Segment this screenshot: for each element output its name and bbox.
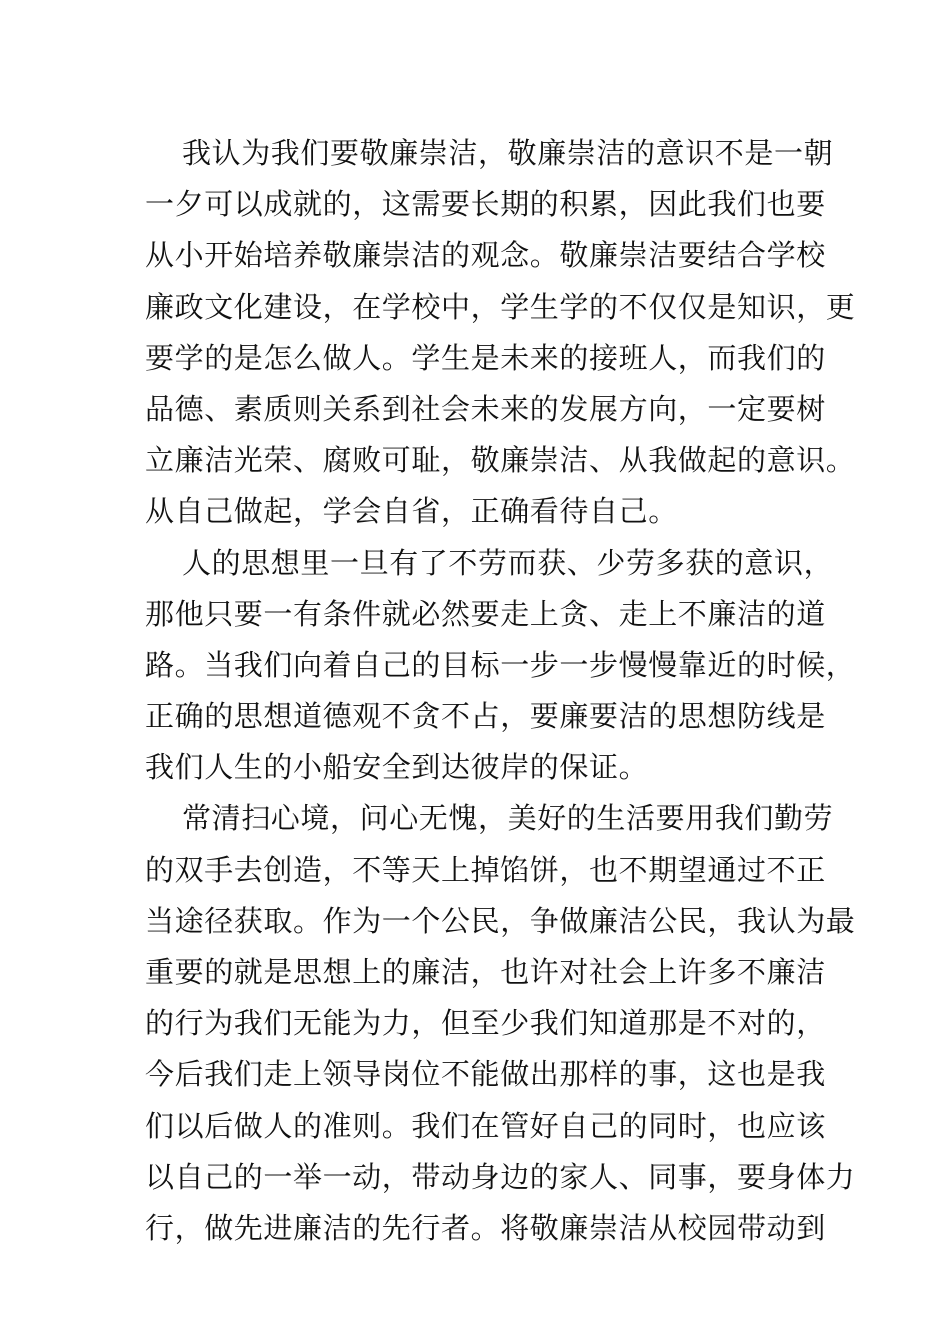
- paragraph-2: [145, 538, 856, 794]
- paragraph-line: 路。当我们向着自己的目标一步一步慢慢靠近的时候，: [145, 647, 856, 682]
- paragraph-line: 立廉洁光荣、腐败可耻，敬廉崇洁、从我做起的意识。: [145, 443, 856, 478]
- paragraph-line: 从自己做起，学会自省，正确看待自己。: [145, 494, 678, 529]
- paragraph-line: 当途径获取。作为一个公民，争做廉洁公民，我认为最: [145, 903, 856, 938]
- paragraph-line: 以自己的一举一动，带动身边的家人、同事，要身体力: [145, 1159, 856, 1194]
- paragraph-line: 们以后做人的准则。我们在管好自己的同时，也应该: [145, 1108, 826, 1143]
- paragraph-3: [145, 793, 856, 1254]
- paragraph-line: 一夕可以成就的，这需要长期的积累，因此我们也要: [145, 187, 826, 222]
- paragraph-line: 品德、素质则关系到社会未来的发展方向，一定要树: [145, 391, 826, 426]
- paragraph-line: 的行为我们无能为力，但至少我们知道那是不对的，: [145, 1006, 826, 1041]
- paragraph-line: 行，做先进廉洁的先行者。将敬廉崇洁从校园带动到: [145, 1210, 826, 1245]
- paragraph-line: 那他只要一有条件就必然要走上贪、走上不廉洁的道: [145, 596, 826, 631]
- paragraph-line: 从小开始培养敬廉崇洁的观念。敬廉崇洁要结合学校: [145, 238, 826, 273]
- paragraph-line: 我们人生的小船安全到达彼岸的保证。: [145, 750, 649, 785]
- paragraph-line: 廉政文化建设，在学校中，学生学的不仅仅是知识，更: [145, 289, 856, 324]
- paragraph-line: 的双手去创造，不等天上掉馅饼，也不期望通过不正: [145, 852, 826, 887]
- paragraph-line: 人的思想里一旦有了不劳而获、少劳多获的意识，: [182, 545, 834, 580]
- paragraph-line: 今后我们走上领导岗位不能做出那样的事，这也是我: [145, 1057, 826, 1092]
- paragraph-line: 我认为我们要敬廉崇洁，敬廉崇洁的意识不是一朝: [182, 136, 834, 170]
- paragraph-1: [145, 128, 856, 538]
- document-body: [145, 128, 856, 1254]
- paragraph-line: 要学的是怎么做人。学生是未来的接班人，而我们的: [145, 340, 826, 375]
- paragraph-line: 正确的思想道德观不贪不占，要廉要洁的思想防线是: [145, 699, 826, 734]
- paragraph-line: 常清扫心境，问心无愧，美好的生活要用我们勤劳: [182, 801, 834, 836]
- paragraph-line: 重要的就是思想上的廉洁，也许对社会上许多不廉洁: [145, 955, 826, 989]
